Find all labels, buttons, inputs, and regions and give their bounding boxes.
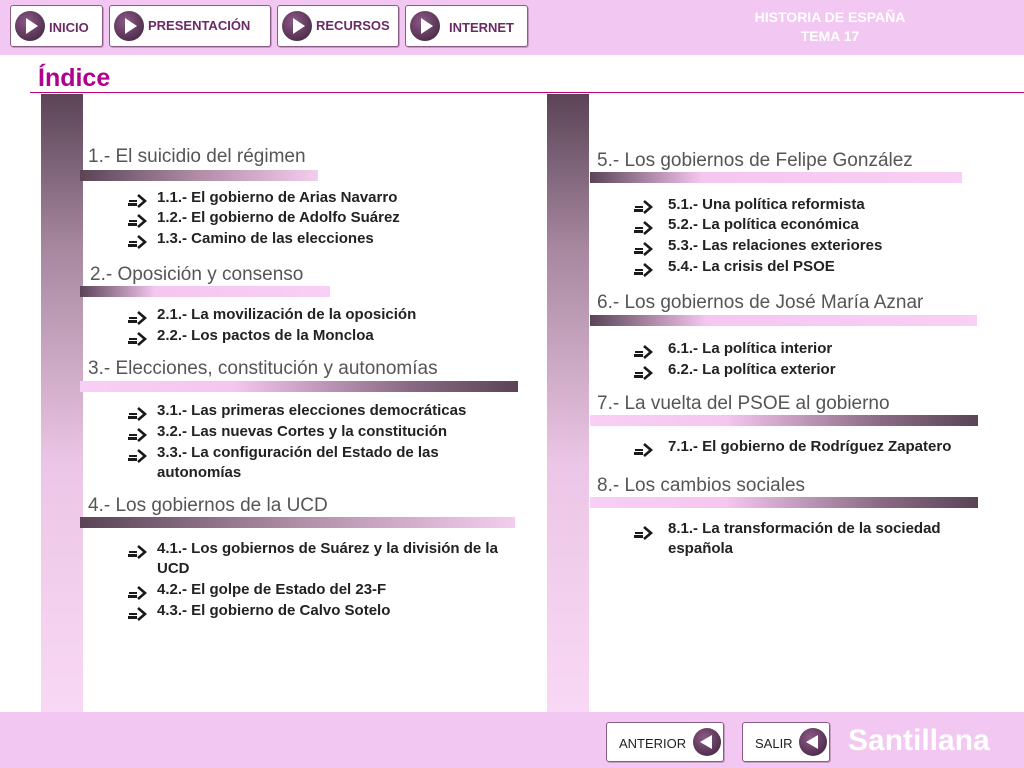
arrow-right-icon [634,526,654,540]
arrow-right-icon [128,311,148,325]
arrow-right-icon [634,443,654,457]
play-icon [410,11,440,41]
arrow-right-icon [128,607,148,621]
arrow-right-icon [128,332,148,346]
play-icon [282,11,312,41]
arrow-right-icon [128,235,148,249]
item-3-1[interactable]: 3.1.- Las primeras elecciones democráticas [157,402,467,419]
arrow-right-icon [634,345,654,359]
arrow-right-icon [128,194,148,208]
section-1-bar [80,170,318,181]
item-5-1[interactable]: 5.1.- Una política reformista [668,196,865,213]
item-5-4[interactable]: 5.4.- La crisis del PSOE [668,258,835,275]
item-8-1[interactable]: 8.1.- La transformación de la sociedad española [668,520,941,557]
arrow-right-icon [128,428,148,442]
course-title-line1: HISTORIA DE ESPAÑA [754,9,906,25]
section-3-title[interactable]: 3.- Elecciones, constitución y autonomías [88,358,438,379]
section-8-bar [590,497,978,508]
anterior-button[interactable] [606,722,724,762]
arrow-right-icon [128,214,148,228]
section-7-bar [590,415,978,426]
section-5-bar [590,172,962,183]
item-1-1[interactable]: 1.1.- El gobierno de Arias Navarro [157,189,398,206]
course-title-line2: TEMA 17 [800,28,860,44]
right-column-decoration [547,94,589,714]
arrow-right-icon [128,545,148,559]
arrow-right-icon [634,200,654,214]
section-6-title[interactable]: 6.- Los gobiernos de José María Aznar [597,292,924,313]
section-7-title[interactable]: 7.- La vuelta del PSOE al gobierno [597,393,890,414]
left-column-decoration [41,94,83,714]
play-icon [15,11,45,41]
item-3-2[interactable]: 3.2.- Las nuevas Cortes y la constitución [157,423,448,440]
section-3-bar [80,381,518,392]
section-6-bar [590,315,977,326]
arrow-right-icon [128,407,148,421]
course-title [700,8,960,46]
recursos-label: RECURSOS [316,18,390,33]
section-4-bar [80,517,515,528]
section-8-title[interactable]: 8.- Los cambios sociales [597,475,806,496]
arrow-right-icon [634,242,654,256]
back-icon [799,728,827,756]
inicio-label: INICIO [49,20,89,35]
section-4-title[interactable]: 4.- Los gobiernos de la UCD [88,495,328,516]
arrow-right-icon [634,263,654,277]
item-1-3[interactable]: 1.3.- Camino de las elecciones [157,230,374,247]
title-divider [30,92,1024,93]
back-icon [693,728,721,756]
arrow-right-icon [634,221,654,235]
internet-button[interactable] [405,5,528,47]
item-4-3[interactable]: 4.3.- El gobierno de Calvo Sotelo [157,602,391,619]
item-1-2[interactable]: 1.2.- El gobierno de Adolfo Suárez [157,209,400,226]
section-1-title[interactable]: 1.- El suicidio del régimen [88,146,306,167]
recursos-button[interactable] [277,5,399,47]
item-2-2[interactable]: 2.2.- Los pactos de la Moncloa [157,327,374,344]
inicio-button[interactable] [10,5,103,47]
item-7-1[interactable]: 7.1.- El gobierno de Rodríguez Zapatero [668,438,952,455]
arrow-right-icon [634,366,654,380]
item-2-1[interactable]: 2.1.- La movilización de la oposición [157,306,417,323]
item-3-3[interactable]: 3.3.- La configuración del Estado de las autonomías [157,444,439,481]
arrow-right-icon [128,449,148,463]
item-6-2[interactable]: 6.2.- La política exterior [668,361,836,378]
brand-logo: Santillana [848,724,990,757]
presentacion-label: PRESENTACIÓN [148,18,251,33]
presentacion-button[interactable] [109,5,271,47]
section-2-title[interactable]: 2.- Oposición y consenso [90,264,304,285]
anterior-label: ANTERIOR [619,736,687,751]
arrow-right-icon [128,586,148,600]
section-5-title[interactable]: 5.- Los gobiernos de Felipe González [597,150,913,171]
item-5-2[interactable]: 5.2.- La política económica [668,216,859,233]
item-5-3[interactable]: 5.3.- Las relaciones exteriores [668,237,883,254]
salir-label: SALIR [755,736,793,751]
item-4-2[interactable]: 4.2.- El golpe de Estado del 23-F [157,581,387,598]
play-icon [114,11,144,41]
item-6-1[interactable]: 6.1.- La política interior [668,340,833,357]
internet-label: INTERNET [449,20,514,35]
page-title: Índice [38,64,111,92]
section-2-bar [80,286,330,297]
item-4-1[interactable]: 4.1.- Los gobiernos de Suárez y la división de la UCD [157,540,498,577]
salir-button[interactable] [742,722,830,762]
